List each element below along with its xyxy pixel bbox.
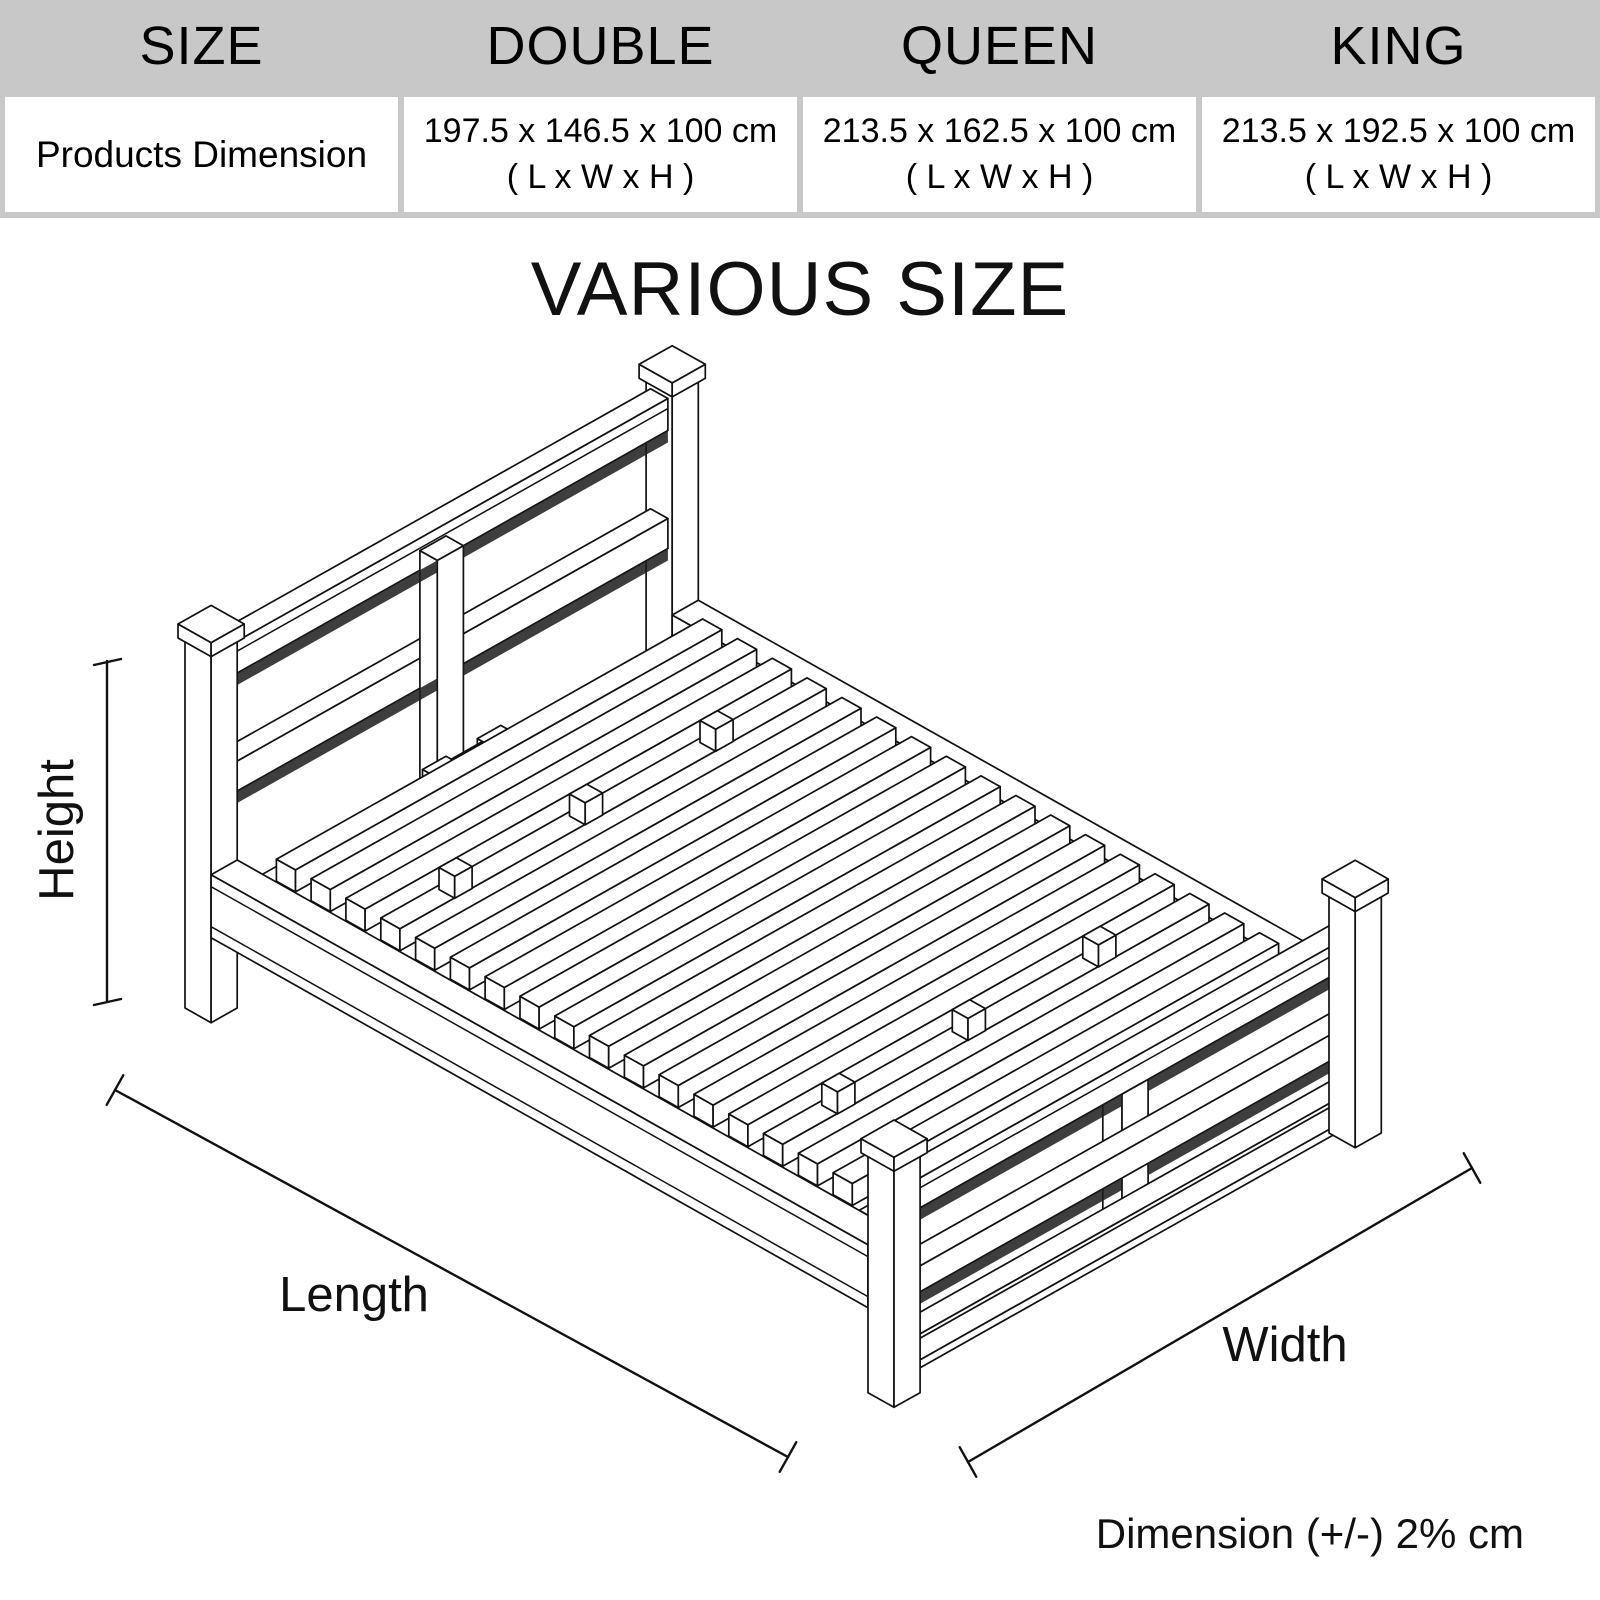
- king-dimension-value: 213.5 x 192.5 x 100 cm: [1221, 111, 1576, 150]
- double-dimension-legend: ( L x W x H ): [506, 157, 695, 196]
- queen-dimension-value: 213.5 x 162.5 x 100 cm: [822, 111, 1177, 150]
- king-dimension-legend: ( L x W x H ): [1304, 157, 1493, 196]
- table-header-double: DOUBLE: [486, 16, 715, 76]
- table-header-queen: QUEEN: [900, 16, 1099, 76]
- table-header-size: SIZE: [139, 16, 264, 76]
- height-label: Height: [30, 759, 84, 901]
- table-header-king: KING: [1330, 16, 1467, 76]
- tolerance-footnote: Dimension (+/-) 2% cm: [1095, 1510, 1524, 1557]
- queen-dimension-legend: ( L x W x H ): [905, 157, 1094, 196]
- page-title: VARIOUS SIZE: [530, 247, 1070, 332]
- double-dimension-value: 197.5 x 146.5 x 100 cm: [423, 111, 778, 150]
- width-label: Width: [1222, 1318, 1348, 1372]
- row-label-products-dimension: Products Dimension: [5, 97, 398, 212]
- length-label: Length: [279, 1268, 429, 1322]
- bed-frame-drawing: [178, 346, 1388, 1408]
